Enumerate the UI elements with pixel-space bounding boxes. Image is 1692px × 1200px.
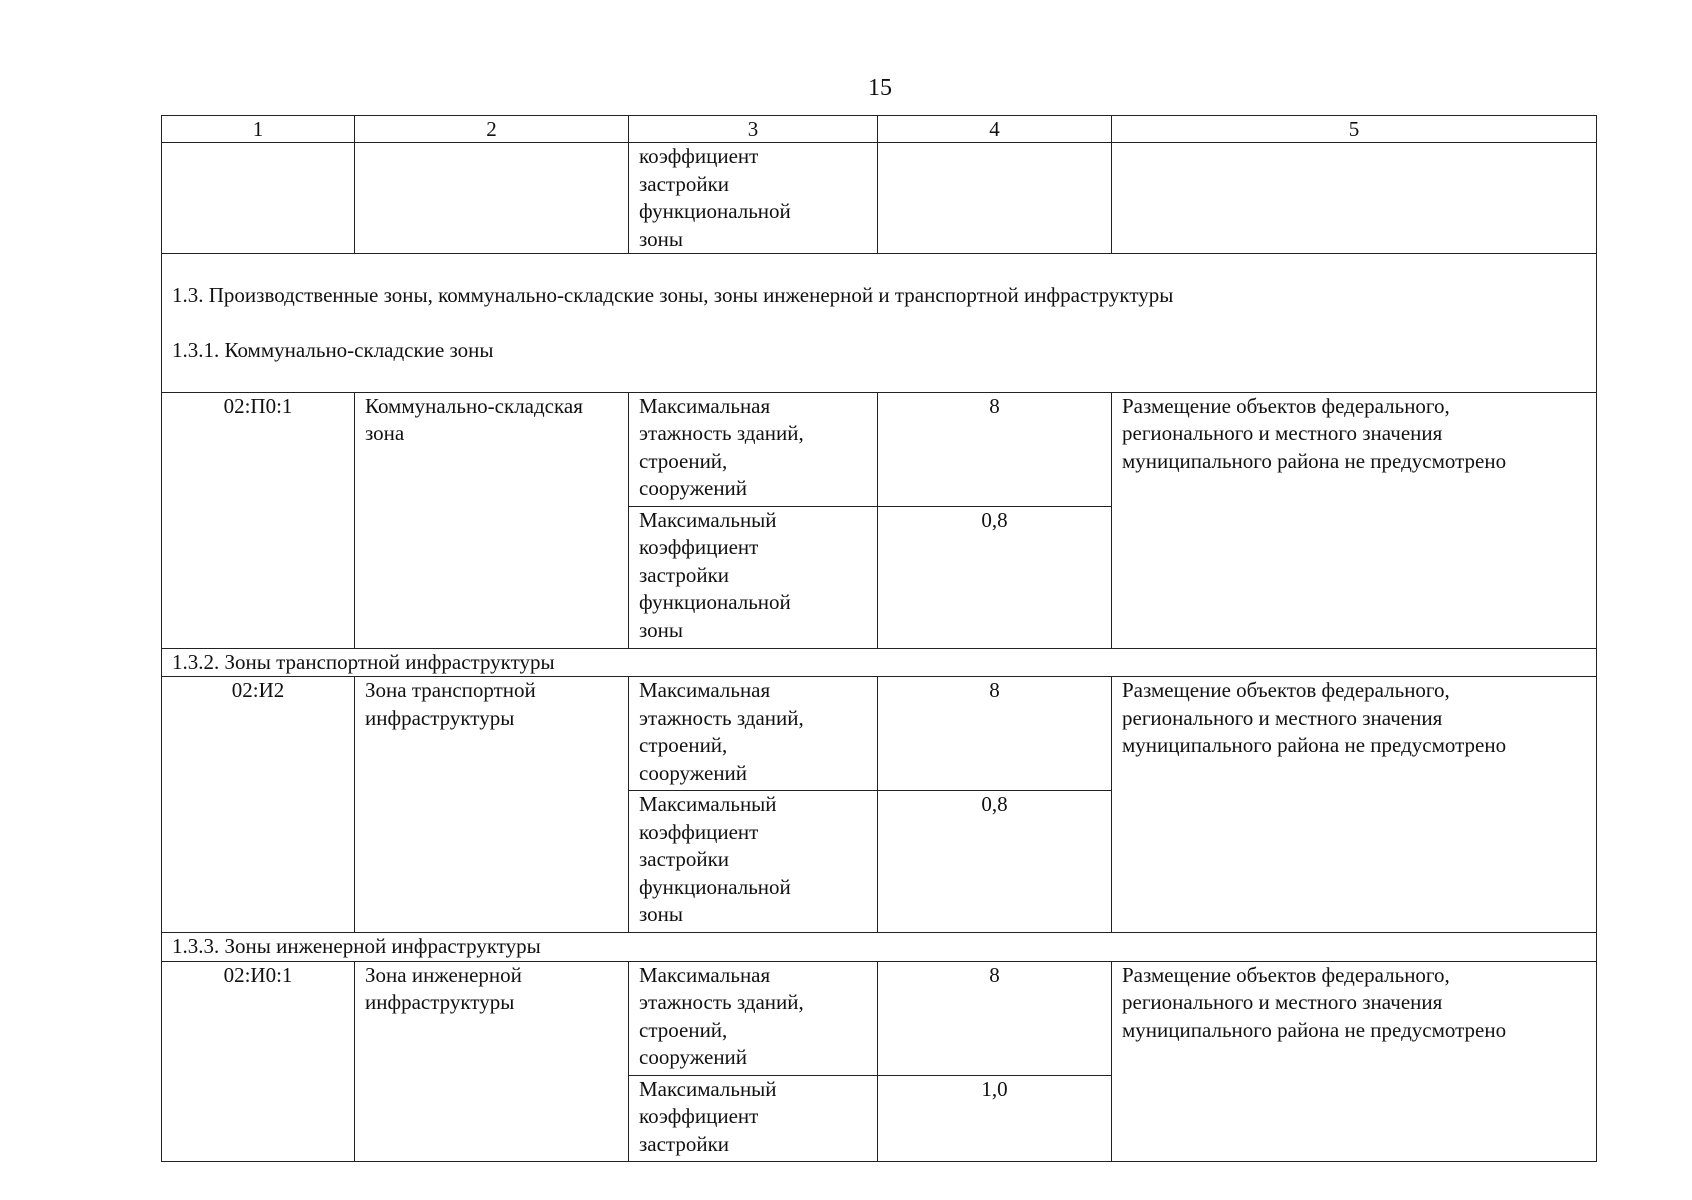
param-label: Максимальный коэффициент застройки функциональной зоны (629, 791, 878, 933)
section-subtitle: 1.3.1. Коммунально-складские зоны (172, 337, 494, 362)
column-number: 4 (878, 116, 1112, 143)
param-label: коэффициент застройки функциональной зоны (629, 143, 878, 254)
zone-code-cell (162, 143, 355, 254)
param-value: 8 (878, 677, 1112, 791)
zone-code: 02:И0:1 (162, 961, 355, 1161)
page-number: 15 (868, 75, 892, 101)
param-label: Максимальная этажность зданий, строений, сооружений (629, 392, 878, 506)
section-title: 1.3. Производственные зоны, коммунально-складские зоны, зоны инженерной и транспортной инфраструктуры (172, 282, 1174, 307)
column-number: 3 (629, 116, 878, 143)
zone-name: Зона инженерной инфраструктуры (355, 961, 629, 1161)
column-number-row (162, 116, 1597, 143)
param-value: 0,8 (878, 506, 1112, 648)
zone-note: Размещение объектов федерального, регионального и местного значения муниципального района не предусмотрено (1112, 392, 1597, 648)
column-number: 2 (355, 116, 629, 143)
continued-row (162, 143, 1597, 254)
section-heading (162, 254, 1597, 393)
param-value: 8 (878, 961, 1112, 1075)
param-value: 8 (878, 392, 1112, 506)
zone-name-cell (355, 143, 629, 254)
column-number: 1 (162, 116, 355, 143)
zone-code: 02:П0:1 (162, 392, 355, 648)
section-row (162, 254, 1597, 393)
zones-table (161, 115, 1597, 1162)
param-value (878, 143, 1112, 254)
section-heading: 1.3.2. Зоны транспортной инфраструктуры (162, 648, 1597, 677)
param-label: Максимальный коэффициент застройки функциональной зоны (629, 506, 878, 648)
zone-note: Размещение объектов федерального, регионального и местного значения муниципального района не предусмотрено (1112, 961, 1597, 1161)
zone-note: Размещение объектов федерального, регионального и местного значения муниципального района не предусмотрено (1112, 677, 1597, 933)
param-value: 0,8 (878, 791, 1112, 933)
table-row (162, 677, 1597, 791)
note-cell (1112, 143, 1597, 254)
param-label: Максимальный коэффициент застройки (629, 1075, 878, 1161)
section-heading: 1.3.3. Зоны инженерной инфраструктуры (162, 933, 1597, 962)
section-row (162, 933, 1597, 962)
zone-code: 02:И2 (162, 677, 355, 933)
param-value: 1,0 (878, 1075, 1112, 1161)
table-row (162, 961, 1597, 1075)
zone-name: Зона транспортной инфраструктуры (355, 677, 629, 933)
zone-name: Коммунально-складская зона (355, 392, 629, 648)
table-row (162, 392, 1597, 506)
column-number: 5 (1112, 116, 1597, 143)
param-label: Максимальная этажность зданий, строений, сооружений (629, 961, 878, 1075)
param-label: Максимальная этажность зданий, строений, сооружений (629, 677, 878, 791)
section-row (162, 648, 1597, 677)
